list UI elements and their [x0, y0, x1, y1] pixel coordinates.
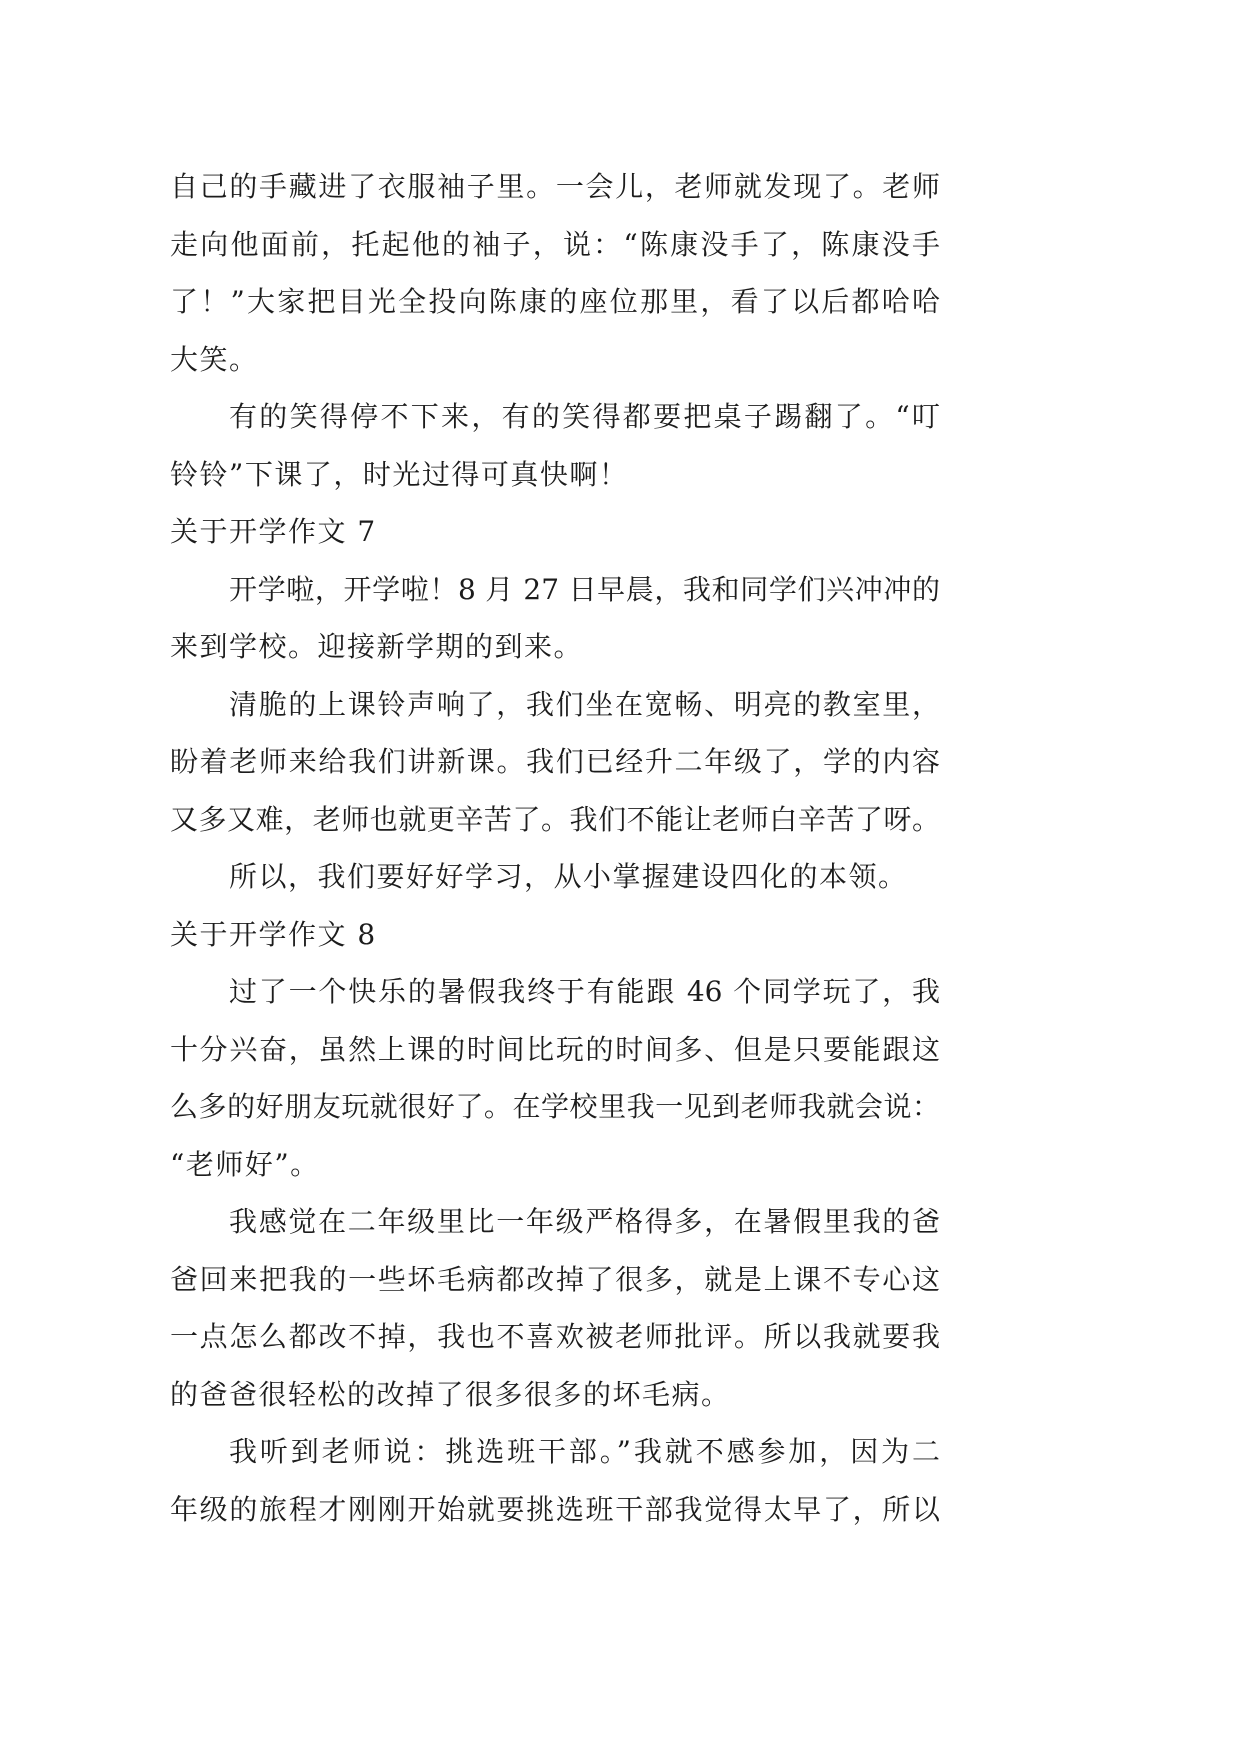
- text-line: 了！”大家把目光全投向陈康的座位那里，看了以后都哈哈: [170, 285, 940, 318]
- paragraph: [170, 963, 940, 1193]
- text-line: 铃铃”下课了，时光过得可真快啊！: [170, 457, 629, 491]
- text-line: 年级的旅程才刚刚开始就要挑选班干部我觉得太早了，所以: [170, 1492, 940, 1526]
- text-line: 又多又难，老师也就更辛苦了。我们不能让老师白辛苦了呀。: [170, 802, 940, 836]
- text-line: 的爸爸很轻松的改掉了很多很多的坏毛病。: [170, 1377, 731, 1411]
- essay-heading: 关于开学作文 8: [170, 917, 377, 951]
- text-line: 过了一个快乐的暑假我终于有能跟 46 个同学玩了，我: [229, 975, 940, 1008]
- text-line: 十分兴奋，虽然上课的时间比玩的时间多、但是只要能跟这: [170, 1032, 940, 1066]
- document-body: [170, 158, 940, 1538]
- essay-heading: 关于开学作文 7: [170, 515, 377, 548]
- text-line: 有的笑得停不下来，有的笑得都要把桌子踢翻了。“叮: [229, 400, 940, 433]
- paragraph: [170, 388, 940, 503]
- text-line: 大笑。: [170, 342, 259, 376]
- text-line: 自己的手藏进了衣服袖子里。一会儿，老师就发现了。老师: [170, 170, 940, 203]
- text-line: “老师好”。: [170, 1147, 320, 1181]
- paragraph: [170, 848, 940, 906]
- text-line: 清脆的上课铃声响了，我们坐在宽畅、明亮的教室里，: [229, 687, 940, 721]
- paragraph: [170, 561, 940, 676]
- text-line: 走向他面前，托起他的袖子，说：“陈康没手了，陈康没手: [170, 227, 940, 261]
- text-line: 爸回来把我的一些坏毛病都改掉了很多，就是上课不专心这: [170, 1262, 940, 1296]
- text-line: 么多的好朋友玩就很好了。在学校里我一见到老师我就会说：: [170, 1090, 940, 1123]
- text-line: 所以，我们要好好学习，从小掌握建设四化的本领。: [229, 860, 908, 893]
- paragraph: [170, 1423, 940, 1538]
- paragraph: [170, 158, 940, 388]
- text-line: 我听到老师说：挑选班干部。”我就不感参加，因为二: [229, 1435, 940, 1468]
- text-line: 盼着老师来给我们讲新课。我们已经升二年级了，学的内容: [170, 745, 940, 778]
- text-line: 来到学校。迎接新学期的到来。: [170, 630, 584, 663]
- text-line: 我感觉在二年级里比一年级严格得多，在暑假里我的爸: [229, 1205, 940, 1238]
- paragraph: [170, 676, 940, 849]
- text-line: 开学啦，开学啦！8 月 27 日早晨，我和同学们兴冲冲的: [229, 572, 940, 606]
- text-line: 一点怎么都改不掉，我也不喜欢被老师批评。所以我就要我: [170, 1320, 940, 1353]
- paragraph: [170, 1193, 940, 1423]
